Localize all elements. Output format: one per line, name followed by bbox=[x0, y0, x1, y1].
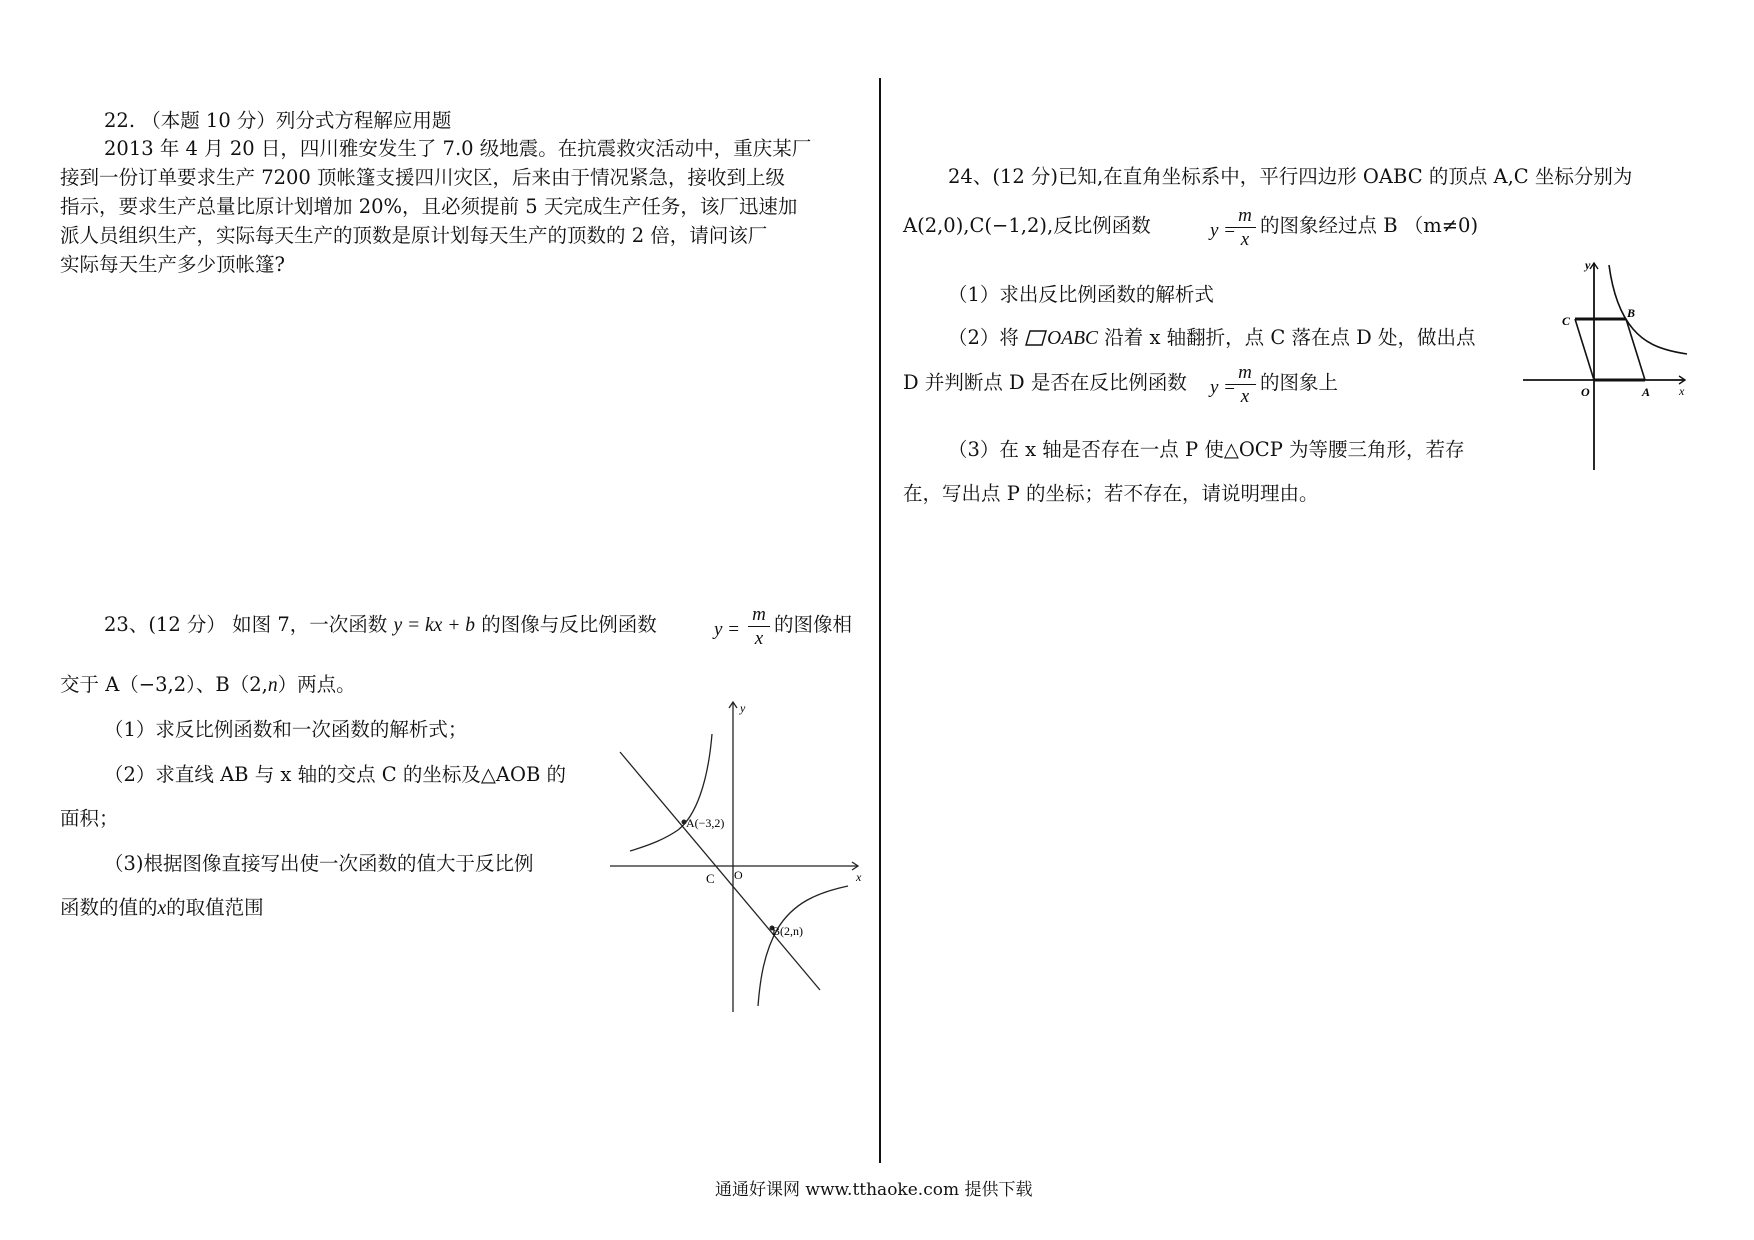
q24-side-ab bbox=[1626, 319, 1645, 380]
q24-figure bbox=[1515, 255, 1695, 475]
q24-line-2b: 的图象经过点 B （m≠0) bbox=[1260, 214, 1479, 237]
q24-frac2-lhs: y = bbox=[1210, 377, 1237, 398]
q24-hyperbola bbox=[1609, 265, 1687, 354]
q23-fraction: $\frac{m}{x}$ bbox=[748, 604, 770, 651]
q24-x-label: x bbox=[1679, 384, 1685, 398]
q23-part-3a: （3)根据图像直接写出使一次函数的值大于反比例 bbox=[104, 852, 534, 875]
q22-line-3: 指示，要求生产总量比原计划增加 20%，且必须提前 5 天完成生产任务，该厂迅速加 bbox=[60, 195, 798, 218]
q24-frac-lhs: y = bbox=[1210, 220, 1237, 241]
q24-line-1: 24、(12 分)已知,在直角坐标系中，平行四边形 OABC 的顶点 A,C 坐标分别为 bbox=[948, 165, 1633, 188]
q24-part-1: （1）求出反比例函数的解析式 bbox=[948, 283, 1214, 306]
q23-label-o: O bbox=[734, 868, 743, 882]
q22-line-5: 实际每天生产多少顶帐篷? bbox=[60, 253, 285, 276]
q23-x-label: x bbox=[856, 870, 862, 884]
q23-part-2a: （2）求直线 AB 与 x 轴的交点 C 的坐标及△AOB 的 bbox=[104, 763, 567, 786]
q24-fraction: $\frac{m}{x}$ bbox=[1234, 205, 1256, 252]
column-divider bbox=[879, 78, 881, 1163]
q24-label-b: B bbox=[1627, 306, 1636, 320]
q23-line-ab bbox=[620, 752, 820, 990]
q24-label-c: C bbox=[1562, 314, 1571, 328]
q24-line-2a: A(2,0),C(−1,2),反比例函数 bbox=[903, 214, 1151, 237]
q23-linear-function: y = kx + b bbox=[393, 615, 475, 636]
q24-part-3b: 在，写出点 P 的坐标；若不存在，请说明理由。 bbox=[903, 482, 1319, 505]
q23-figure bbox=[600, 690, 870, 1020]
q24-label-a: A bbox=[1642, 385, 1651, 399]
q24-part-2b-tail: 的图象上 bbox=[1260, 371, 1339, 394]
q24-part-3a: （3）在 x 轴是否存在一点 P 使△OCP 为等腰三角形，若存 bbox=[948, 438, 1465, 461]
q23-label-b: B(2,n) bbox=[772, 924, 803, 938]
q23-label-c: C bbox=[706, 871, 715, 886]
footer-credit: 通通好课网 www.tthaoke.com 提供下载 bbox=[715, 1180, 1033, 1200]
q24-y-label: y bbox=[1585, 258, 1591, 272]
parallelogram-icon bbox=[1025, 330, 1047, 346]
q22-title: 22. （本题 10 分）列分式方程解应用题 bbox=[104, 109, 452, 132]
q23-part-3b: 函数的值的x的取值范围 bbox=[60, 896, 264, 919]
q23-hyperbola-right bbox=[758, 886, 848, 1006]
q22-line-1: 2013 年 4 月 20 日，四川雅安发生了 7.0 级地震。在抗震救灾活动中，重庆某厂 bbox=[104, 137, 812, 160]
q24-part-2a: （2）将 OABC 沿着 x 轴翻折，点 C 落在点 D 处，做出点 bbox=[948, 326, 1476, 349]
q23-part-2b: 面积； bbox=[60, 807, 119, 830]
q23-label-a: A(−3,2) bbox=[686, 816, 725, 830]
q24-fraction-2: $\frac{m}{x}$ bbox=[1234, 362, 1256, 409]
q23-y-label: y bbox=[740, 701, 746, 715]
q23-frac-lhs: y = bbox=[714, 619, 741, 640]
q23-line-2: 交于 A（−3,2）、B（2,n）两点。 bbox=[60, 673, 356, 696]
q23-part-1: （1）求反比例函数和一次函数的解析式； bbox=[104, 718, 468, 741]
q24-part-2b: D 并判断点 D 是否在反比例函数 bbox=[903, 371, 1187, 394]
q23-intro: 23、(12 分） 如图 7，一次函数 y = kx + b 的图像与反比例函数 bbox=[104, 613, 657, 636]
q24-label-o: O bbox=[1581, 385, 1590, 399]
q22-line-4: 派人员组织生产，实际每天生产的顶数是原计划每天生产的顶数的 2 倍，请问该厂 bbox=[60, 224, 768, 247]
q23-intro-tail: 的图像相 bbox=[774, 613, 853, 636]
q22-line-2: 接到一份订单要求生产 7200 顶帐篷支援四川灾区，后来由于情况紧急，接收到上级 bbox=[60, 166, 786, 189]
q24-side-oc bbox=[1575, 319, 1594, 380]
q23-hyperbola-left bbox=[630, 734, 712, 851]
